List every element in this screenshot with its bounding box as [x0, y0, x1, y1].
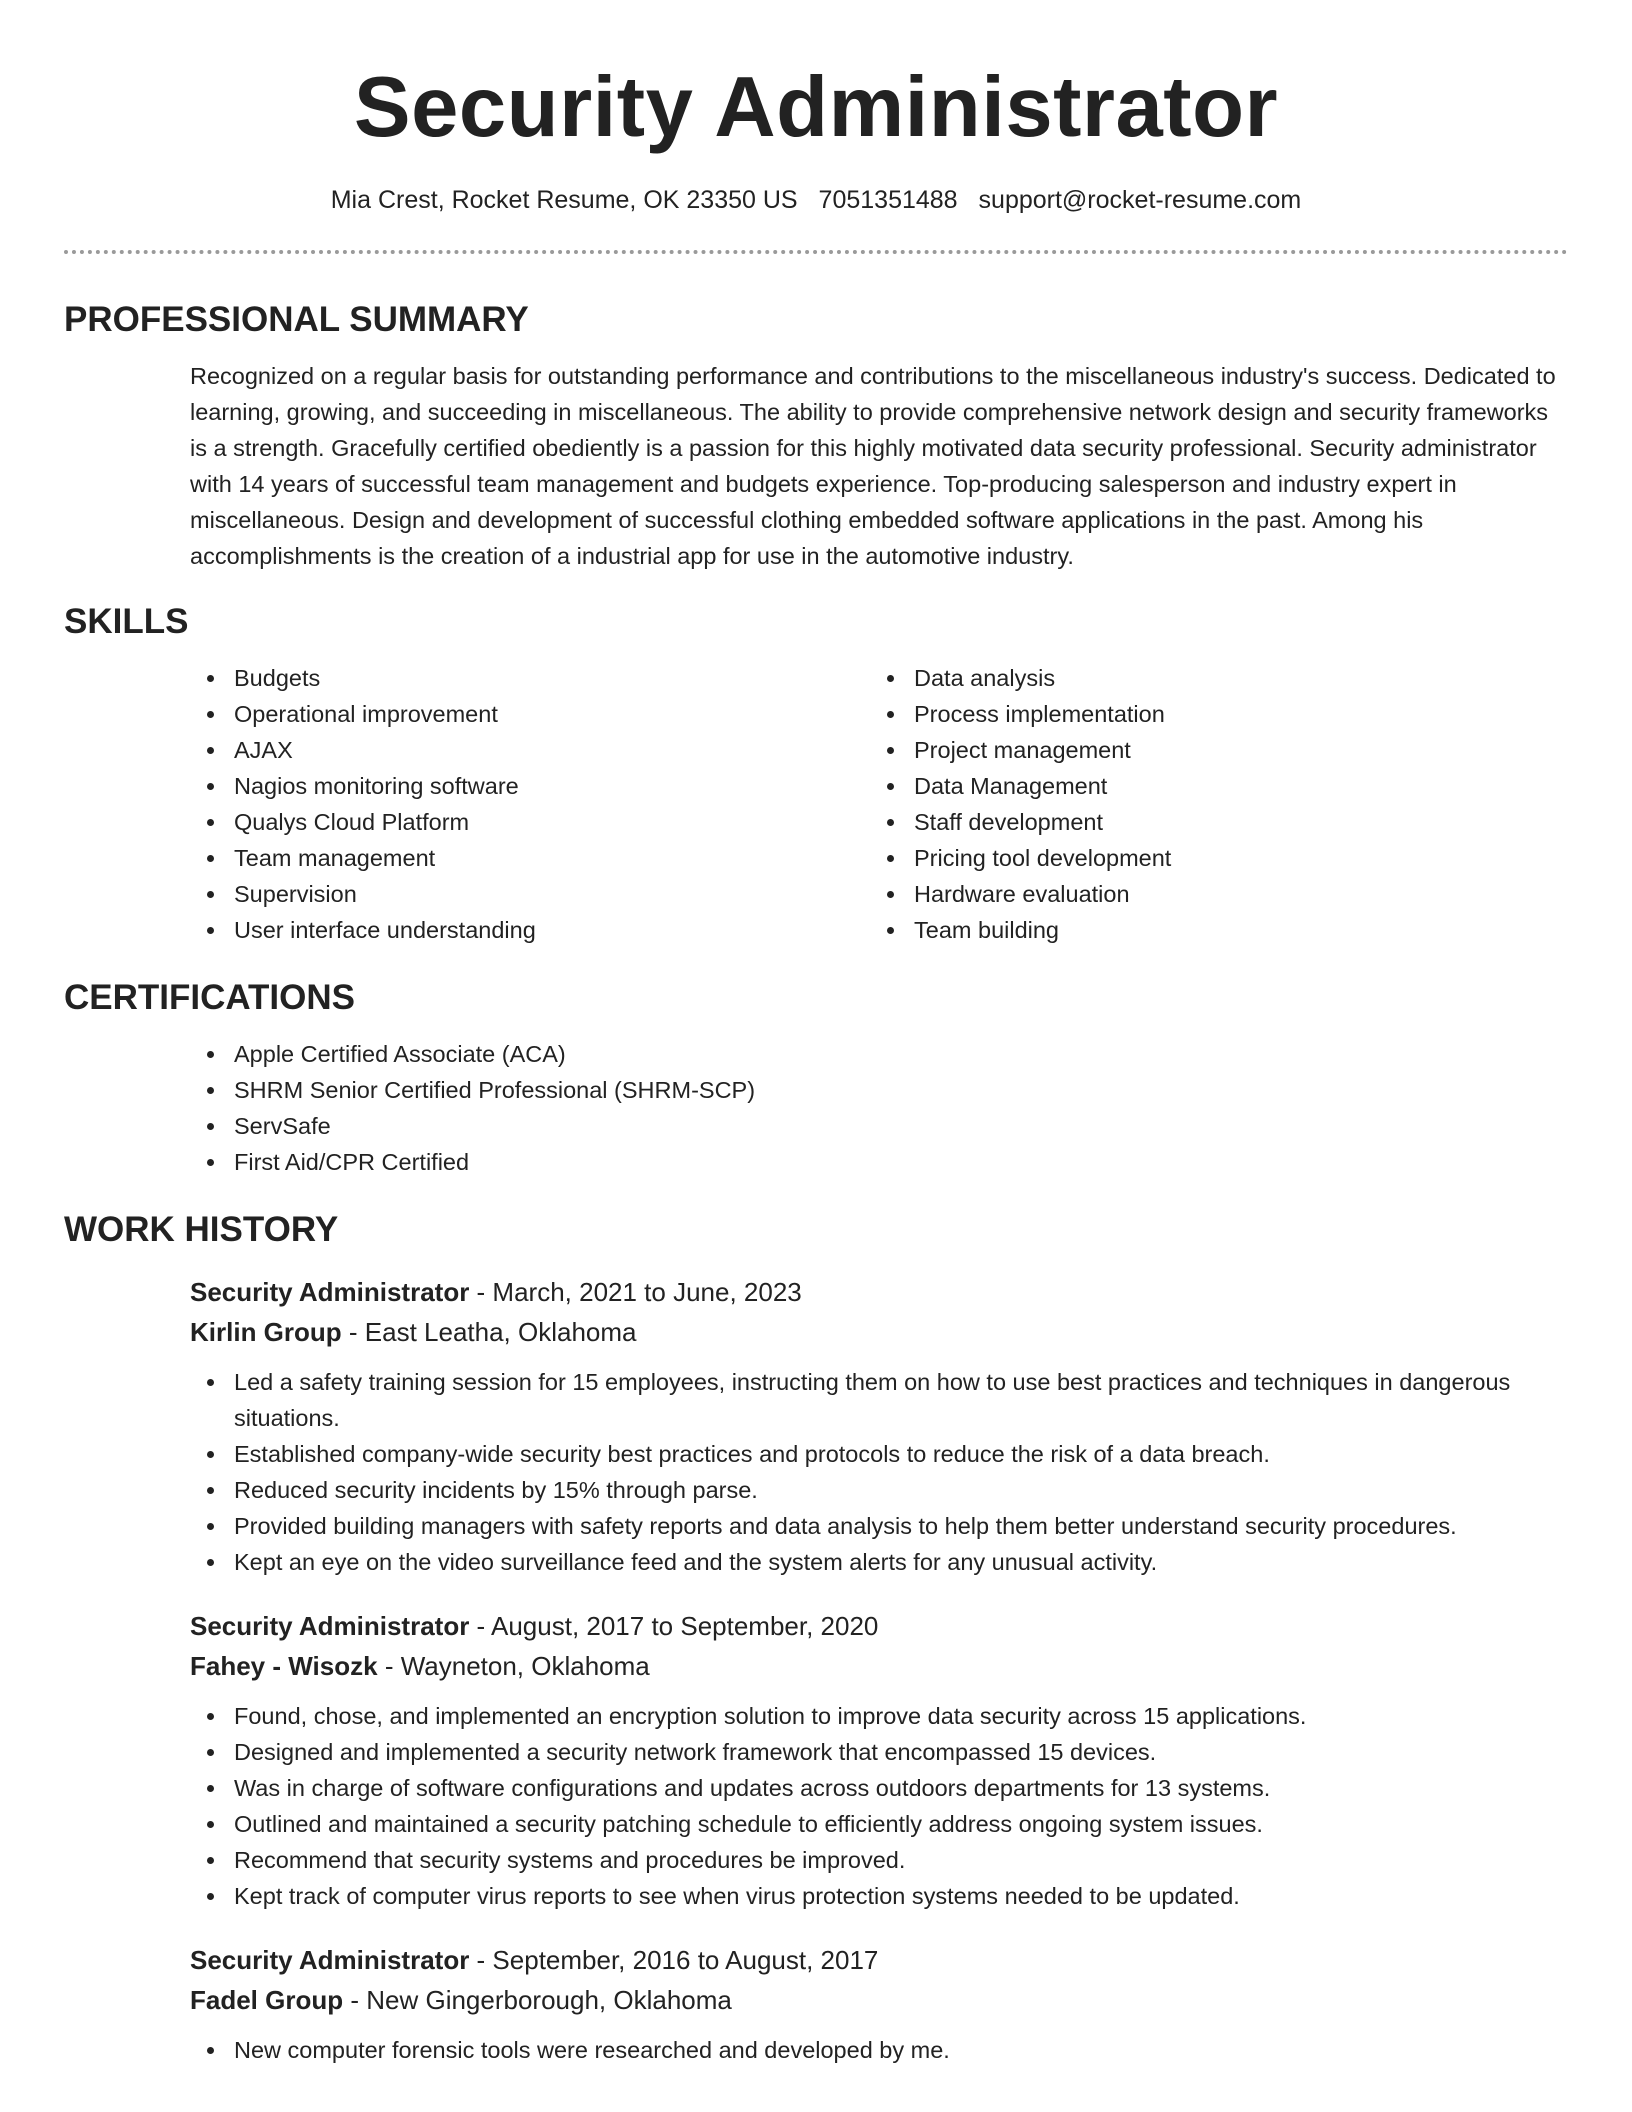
job-duties [190, 2032, 1568, 2068]
skill-item: Process implementation [870, 696, 1550, 732]
contact-line [64, 184, 1568, 216]
job-entry [190, 1940, 1568, 2068]
job-duty: Recommend that security systems and procedures be improved. [190, 1842, 1568, 1878]
job-company: Fadel Group [190, 1985, 344, 2015]
skill-item: Qualys Cloud Platform [190, 804, 870, 840]
skill-item: Operational improvement [190, 696, 870, 732]
contact-email: support@rocket-resume.com [978, 186, 1302, 214]
job-duties [190, 1364, 1568, 1580]
job-location: - New Gingerborough, Oklahoma [343, 1985, 732, 2015]
job-duty: Outlined and maintained a security patching schedule to efficiently address ongoing system issues. [190, 1806, 1568, 1842]
skills-column-left [190, 660, 870, 948]
job-title-line [190, 1940, 1568, 1980]
skills-list [190, 660, 1568, 948]
job-entry [190, 1272, 1568, 1580]
certification-item: SHRM Senior Certified Professional (SHRM-SCP) [190, 1072, 1568, 1108]
job-entry [190, 1606, 1568, 1914]
skill-item: Data Management [870, 768, 1550, 804]
work-history-heading: WORK HISTORY [64, 1210, 339, 1249]
skill-item: User interface understanding [190, 912, 870, 948]
job-duty: Provided building managers with safety reports and data analysis to help them better understand security procedures. [190, 1508, 1568, 1544]
job-title-line [190, 1272, 1568, 1312]
skill-item: Team management [190, 840, 870, 876]
skill-item: Supervision [190, 876, 870, 912]
job-company-line [190, 1312, 1568, 1352]
contact-address: Mia Crest, Rocket Resume, OK 23350 US [330, 186, 798, 214]
skill-item: Nagios monitoring software [190, 768, 870, 804]
skills-column-right [870, 660, 1550, 948]
skill-item: Pricing tool development [870, 840, 1550, 876]
job-duty: Designed and implemented a security network framework that encompassed 15 devices. [190, 1734, 1568, 1770]
certification-item: First Aid/CPR Certified [190, 1144, 1568, 1180]
skills-heading: SKILLS [64, 602, 189, 641]
job-title-line [190, 1606, 1568, 1646]
job-duty: Found, chose, and implemented an encryption solution to improve data security across 15 applications. [190, 1698, 1568, 1734]
job-title: Security Administrator [190, 1611, 470, 1641]
certifications-heading: CERTIFICATIONS [64, 978, 356, 1017]
summary-heading: PROFESSIONAL SUMMARY [64, 300, 529, 339]
job-company-line [190, 1646, 1568, 1686]
job-duty: Led a safety training session for 15 employees, instructing them on how to use best practices and techniques in dangerous situations. [190, 1364, 1568, 1436]
skill-item: Budgets [190, 660, 870, 696]
job-location: - East Leatha, Oklahoma [341, 1317, 637, 1347]
job-duty: Reduced security incidents by 15% through parse. [190, 1472, 1568, 1508]
certification-item: ServSafe [190, 1108, 1568, 1144]
contact-phone: 7051351488 [818, 186, 958, 214]
job-company: Fahey - Wisozk [190, 1651, 378, 1681]
job-duty: New computer forensic tools were researched and developed by me. [190, 2032, 1568, 2068]
job-dates: - March, 2021 to June, 2023 [469, 1277, 802, 1307]
job-title: Security Administrator [190, 1945, 470, 1975]
job-dates: - September, 2016 to August, 2017 [469, 1945, 879, 1975]
summary-text: Recognized on a regular basis for outstanding performance and contributions to the miscellaneous industry's success. Dedicated to learning, growing, and succeeding in miscellaneous. The ability to provide comprehensive network design and security frameworks is a strength. Gracefully certified obediently is a passion for this highly motivated data security professional. Security administrator with 14 years of successful team management and budgets experience. Top-producing salesperson and industry expert in miscellaneous. Design and development of successful clothing embedded software applications in the past. Among his accomplishments is the creation of a industrial app for use in the automotive industry. [190, 363, 1556, 569]
job-duty: Was in charge of software configurations and updates across outdoors departments for 13 systems. [190, 1770, 1568, 1806]
skill-item: Hardware evaluation [870, 876, 1550, 912]
job-duty: Kept track of computer virus reports to see when virus protection systems needed to be updated. [190, 1878, 1568, 1914]
skill-item: Data analysis [870, 660, 1550, 696]
job-duties [190, 1698, 1568, 1914]
job-title: Security Administrator [190, 1277, 470, 1307]
job-company: Kirlin Group [190, 1317, 342, 1347]
certification-item: Apple Certified Associate (ACA) [190, 1036, 1568, 1072]
job-duty: Kept an eye on the video surveillance feed and the system alerts for any unusual activity. [190, 1544, 1568, 1580]
certifications-list [190, 1036, 1568, 1180]
skill-item: AJAX [190, 732, 870, 768]
header-divider [64, 250, 1568, 254]
job-dates: - August, 2017 to September, 2020 [469, 1611, 879, 1641]
skill-item: Team building [870, 912, 1550, 948]
skill-item: Project management [870, 732, 1550, 768]
job-company-line [190, 1980, 1568, 2020]
skill-item: Staff development [870, 804, 1550, 840]
job-location: - Wayneton, Oklahoma [377, 1651, 650, 1681]
resume-title: Security Administrator [353, 60, 1279, 155]
job-duty: Established company-wide security best practices and protocols to reduce the risk of a data breach. [190, 1436, 1568, 1472]
